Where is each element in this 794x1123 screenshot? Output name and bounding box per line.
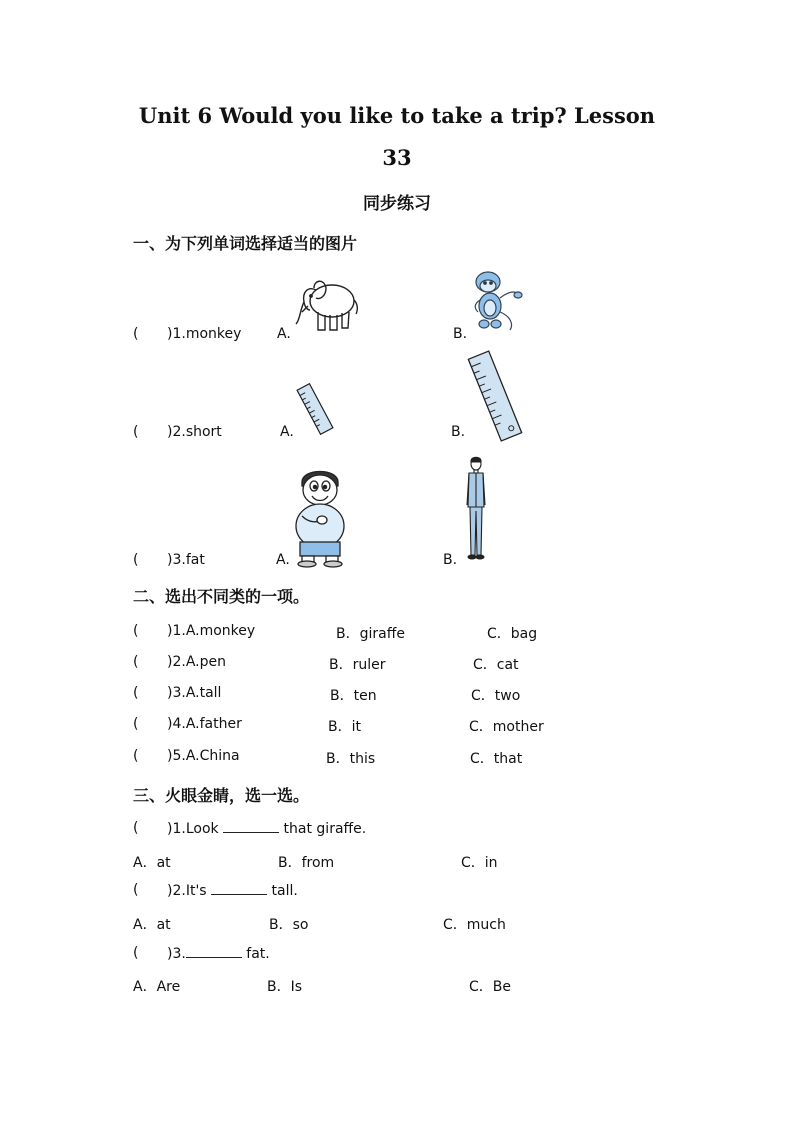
option-c: C．two bbox=[471, 688, 521, 704]
option-c: C．mother bbox=[469, 719, 544, 735]
option-c: C．much bbox=[443, 917, 506, 933]
answer-paren: ( bbox=[133, 820, 139, 836]
section-heading-3: 三、火眼金睛，选一选。 bbox=[133, 786, 310, 805]
option-c: C．that bbox=[470, 751, 523, 767]
answer-paren: ( bbox=[133, 326, 139, 342]
option-b: B．ten bbox=[330, 688, 377, 704]
option-a: A．at bbox=[133, 917, 171, 933]
question-post: that giraffe. bbox=[283, 821, 367, 837]
short-ruler-icon bbox=[293, 380, 337, 438]
option-c: C．Be bbox=[469, 979, 511, 995]
option-a-label: A. bbox=[276, 552, 290, 568]
question-text: )1.monkey bbox=[167, 326, 242, 342]
answer-blank[interactable] bbox=[223, 820, 279, 833]
question-text: )4.A.father bbox=[167, 716, 242, 732]
question-text bbox=[167, 945, 270, 962]
elephant-icon bbox=[292, 268, 362, 336]
fat-boy-icon bbox=[288, 464, 352, 568]
option-b-label: B. bbox=[451, 424, 466, 440]
long-ruler-icon bbox=[462, 350, 528, 442]
answer-paren: ( bbox=[133, 882, 139, 898]
option-c: C．bag bbox=[487, 626, 538, 642]
answer-paren: ( bbox=[133, 716, 139, 732]
page-subtitle: 同步练习 bbox=[363, 194, 431, 214]
answer-paren: ( bbox=[133, 945, 139, 961]
answer-blank[interactable] bbox=[211, 882, 267, 895]
question-text bbox=[167, 882, 298, 899]
answer-paren: ( bbox=[133, 748, 139, 764]
answer-paren: ( bbox=[133, 685, 139, 701]
question-post: fat. bbox=[246, 946, 270, 962]
question-text: )1.A.monkey bbox=[167, 623, 256, 639]
question-post: tall. bbox=[271, 883, 298, 899]
question-pre: )2.It's bbox=[167, 883, 207, 899]
option-a: A．at bbox=[133, 855, 171, 871]
option-b: B．it bbox=[328, 719, 361, 735]
question-text: )3.A.tall bbox=[167, 685, 222, 701]
option-b: B．ruler bbox=[329, 657, 386, 673]
thin-man-icon bbox=[462, 455, 490, 563]
answer-blank[interactable] bbox=[186, 945, 242, 958]
page-title: Unit 6 Would you like to take a trip? Lesson bbox=[138, 103, 656, 128]
option-b: B．from bbox=[278, 855, 335, 871]
question-text bbox=[167, 820, 366, 837]
question-pre: )3. bbox=[167, 946, 186, 962]
answer-paren: ( bbox=[133, 623, 139, 639]
option-b-label: B. bbox=[443, 552, 458, 568]
question-pre: )1.Look bbox=[167, 821, 219, 837]
option-b: B．this bbox=[326, 751, 376, 767]
option-b: B．giraffe bbox=[336, 626, 405, 642]
section-heading-2: 二、选出不同类的一项。 bbox=[133, 587, 310, 606]
question-text: )3.fat bbox=[167, 552, 205, 568]
answer-paren: ( bbox=[133, 424, 139, 440]
question-text: )2.A.pen bbox=[167, 654, 226, 670]
monkey-icon bbox=[466, 268, 524, 338]
question-text: )5.A.China bbox=[167, 748, 240, 764]
option-b: B．Is bbox=[267, 979, 303, 995]
answer-paren: ( bbox=[133, 552, 139, 568]
question-text: )2.short bbox=[167, 424, 222, 440]
page-title-line2: 33 bbox=[382, 145, 412, 170]
answer-paren: ( bbox=[133, 654, 139, 670]
option-a-label: A. bbox=[277, 326, 291, 342]
section-heading-1: 一、为下列单词选择适当的图片 bbox=[133, 234, 358, 253]
option-a-label: A. bbox=[280, 424, 294, 440]
option-c: C．cat bbox=[473, 657, 519, 673]
option-b: B．so bbox=[269, 917, 309, 933]
option-b-label: B. bbox=[453, 326, 468, 342]
option-a: A．Are bbox=[133, 979, 181, 995]
option-c: C．in bbox=[461, 855, 498, 871]
